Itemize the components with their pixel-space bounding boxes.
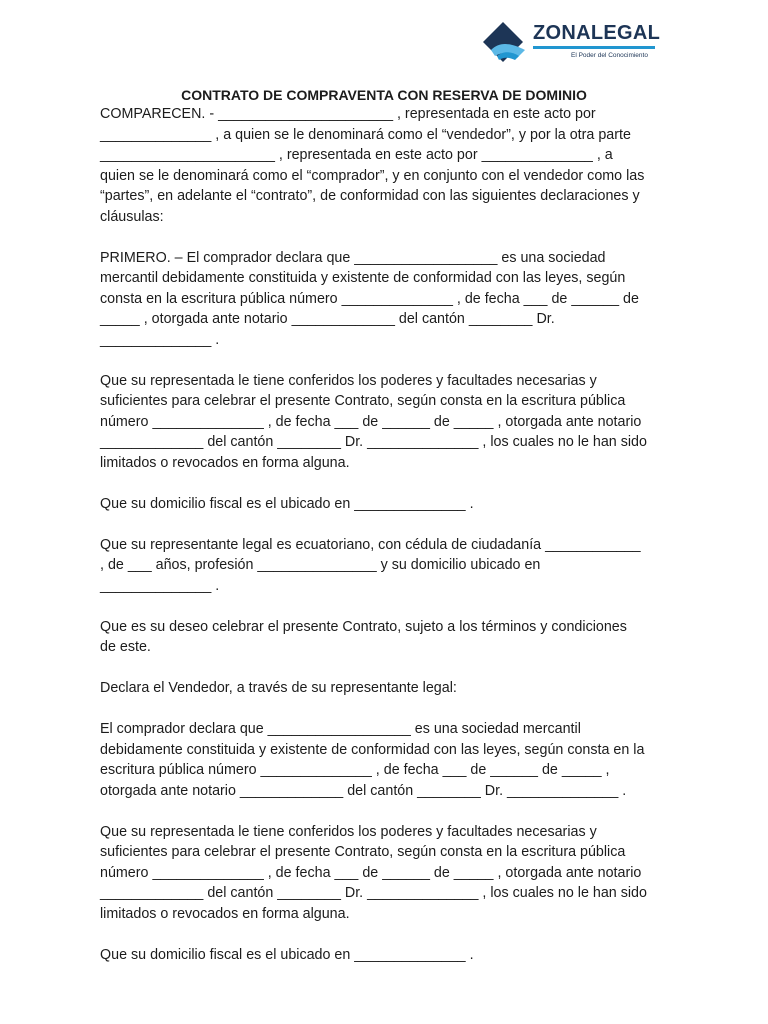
- document-title: CONTRATO DE COMPRAVENTA CON RESERVA DE DOMINIO: [181, 87, 587, 103]
- paragraph-declara-vendedor: Declara el Vendedor, a través de su representante legal:: [100, 680, 457, 696]
- brand-tagline: El Poder del Conocimiento: [571, 52, 648, 59]
- paragraph-poderes-comprador: Que su representada le tiene conferidos los poderes y facultades necesarias y suficientes para celebrar el presente Contrato, según consta en la escritura pública número ______________ , de fecha ___ de ______ de _____ , otorgada ante notario _____________ del cantón ________ Dr. ______________ , los cuales no le han sido limitados o revocados en forma alguna.: [100, 372, 647, 471]
- brand-name: ZONALEGAL: [533, 22, 661, 44]
- brand-underline: [533, 46, 655, 49]
- paragraph-domicilio-vendedor: Que su domicilio fiscal es el ubicado en ______________ .: [100, 946, 474, 963]
- paragraph-representante-legal: Que su representante legal es ecuatoriano, con cédula de ciudadanía ____________ , de ___ años, profesión _______________ y su domicilio ubicado en ______________ .: [100, 536, 641, 594]
- paragraph-primero: PRIMERO. – El comprador declara que __________________ es una sociedad mercantil debidamente constituida y existente de conformidad con las leyes, según consta en la escritura pública número ______________ , de fecha ___ de ______ de _____ , otorgada ante notario _____________ del cantón ________ Dr. ______________ .: [100, 249, 639, 348]
- paragraph-comparecen: COMPARECEN. - ______________________ , representada en este acto por ______________ , a quien se le denominará como el “vendedor”, y por la otra parte ______________________ , representada en este acto por ______________ , a quien se le denominará como el “comprador”, y en conjunto con el vendedor como las “partes”, en adelante el “contrato”, de conformidad con las siguientes declaraciones y cláusulas:: [100, 106, 645, 225]
- paragraph-deseo: Que es su deseo celebrar el presente Contrato, sujeto a los términos y condiciones de este.: [100, 618, 627, 655]
- paragraph-poderes-vendedor: Que su representada le tiene conferidos los poderes y facultades necesarias y suficientes para celebrar el presente Contrato, según consta en la escritura pública número ______________ , de fecha ___ de ______ de _____ , otorgada ante notario _____________ del cantón ________ Dr. ______________ , los cuales no le han sido limitados o revocados en forma alguna.: [100, 823, 647, 922]
- zonalegal-logo: [481, 18, 671, 64]
- document-body: [100, 104, 669, 965]
- logo-emblem-icon: [481, 20, 531, 62]
- paragraph-vendedor-sociedad: El comprador declara que __________________ es una sociedad mercantil debidamente constituida y existente de conformidad con las leyes, según consta en la escritura pública número ______________ , de fecha ___ de ______ de _____ , otorgada ante notario _____________ del cantón ________ Dr. ______________ .: [100, 721, 645, 799]
- paragraph-domicilio-comprador: Que su domicilio fiscal es el ubicado en ______________ .: [100, 495, 474, 512]
